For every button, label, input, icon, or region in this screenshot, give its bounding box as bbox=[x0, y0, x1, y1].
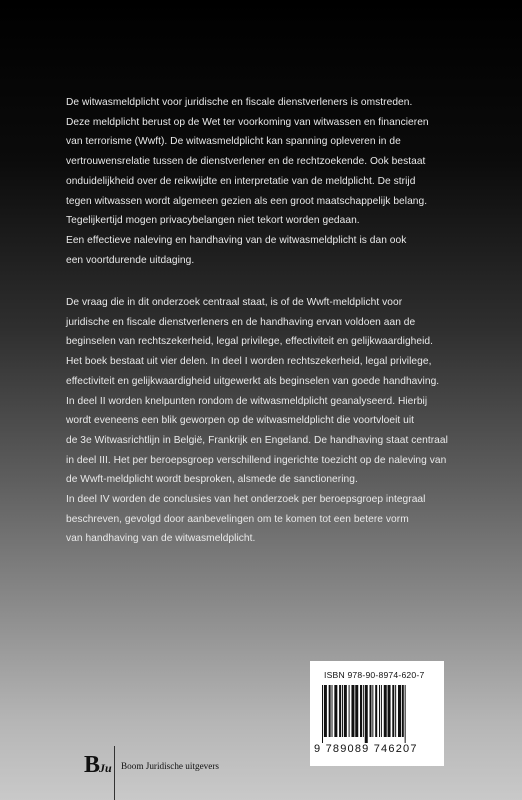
blurb-line: wordt eveneens een blik geworpen op de witwasmeldplicht die voortvloeit uit bbox=[66, 415, 415, 427]
barcode-bar bbox=[334, 685, 337, 737]
blurb-line: vertrouwensrelatie tussen de dienstverlener en de rechtzoekende. Ook bestaat bbox=[66, 156, 426, 168]
blurb-paragraph-2 bbox=[66, 293, 476, 549]
blurb-line: tegen witwassen wordt algemeen gezien als een groot maatschappelijk belang. bbox=[66, 195, 428, 207]
publisher-name: Boom Juridische uitgevers bbox=[121, 761, 219, 771]
barcode-bar bbox=[405, 685, 406, 743]
barcode-bar bbox=[388, 685, 391, 737]
barcode-bar bbox=[395, 685, 396, 737]
blurb-paragraph-1 bbox=[66, 93, 476, 270]
blurb-line: De vraag die in dit onderzoek centraal staat, is of de Wwft-meldplicht voor bbox=[66, 297, 403, 308]
barcode-bar bbox=[355, 685, 358, 737]
blurb-line: De witwasmeldplicht voor juridische en fiscale dienstverleners is omstreden. bbox=[66, 97, 413, 108]
blurb-line: de Wwft-meldplicht wordt besproken, alsmede de sanctionering. bbox=[66, 474, 358, 486]
barcode-bar bbox=[365, 685, 368, 743]
barcode-bar bbox=[392, 685, 394, 737]
barcode-bar bbox=[324, 685, 327, 737]
blurb-line: In deel II worden knelpunten rondom de witwasmeldplicht geanalyseerd. Hierbij bbox=[66, 395, 428, 407]
blurb-line: een voortdurende uitdaging. bbox=[66, 254, 195, 266]
blurb-line: Een effectieve naleving en handhaving van de witwasmeldplicht is dan ook bbox=[66, 234, 407, 246]
blurb-line: juridische en fiscale dienstverleners en de handhaving ervan voldoen aan de bbox=[66, 316, 416, 328]
blurb-line: onduidelijkheid over de reikwijdte en interpretatie van de meldplicht. De strijd bbox=[66, 175, 416, 187]
barcode-bar bbox=[322, 685, 323, 743]
blurb-line: effectiviteit en gelijkwaardigheid uitgewerkt als beginselen van goede handhaving. bbox=[66, 375, 440, 387]
barcode-bar bbox=[402, 685, 404, 737]
blurb-line: van handhaving van de witwasmeldplicht. bbox=[66, 533, 256, 545]
blurb-line: Deze meldplicht berust op de Wet ter voorkoming van witwassen en financieren bbox=[66, 116, 429, 128]
barcode-bar bbox=[375, 685, 377, 737]
barcode-bar bbox=[360, 685, 362, 737]
isbn-barcode bbox=[310, 661, 444, 766]
publisher-logo bbox=[84, 752, 114, 780]
barcode-bar bbox=[370, 685, 372, 737]
barcode-bar bbox=[329, 685, 331, 737]
blurb-line: in deel III. Het per beroepsgroep verschillend ingerichte toezicht op de naleving van bbox=[66, 454, 447, 466]
blurb-line: beginselen van rechtszekerheid, legal privilege, effectiviteit en gelijkwaardigheid. bbox=[66, 336, 434, 348]
barcode-bar bbox=[379, 685, 380, 737]
barcode-bar bbox=[398, 685, 401, 737]
blurb-line: Het boek bestaat uit vier delen. In deel I worden rechtszekerheid, legal privilege, bbox=[66, 356, 432, 368]
barcode-bars bbox=[320, 685, 436, 743]
barcode-bar bbox=[384, 685, 387, 737]
blurb-line: beschreven, gevolgd door aanbevelingen om te komen tot een betere vorm bbox=[66, 513, 409, 525]
logo-divider bbox=[114, 746, 115, 800]
barcode-bar bbox=[372, 685, 373, 737]
blurb-line: Tegelijkertijd mogen privacybelangen niet tekort worden gedaan. bbox=[66, 215, 360, 227]
barcode-bar bbox=[344, 685, 347, 737]
isbn-label: ISBN 978-90-8974-620-7 bbox=[324, 670, 425, 680]
barcode-bar bbox=[342, 685, 343, 737]
barcode-bar bbox=[363, 685, 364, 737]
blurb-line: van terrorisme (Wwft). De witwasmeldplicht kan spanning opleveren in de bbox=[66, 136, 401, 148]
barcode-bar bbox=[381, 685, 382, 737]
blurb-line: In deel IV worden de conclusies van het onderzoek per beroepsgroep integraal bbox=[66, 494, 426, 506]
barcode-bar bbox=[339, 685, 341, 737]
barcode-digits: 9 789089 746207 bbox=[314, 743, 418, 755]
logo-letters-ju: Ju bbox=[99, 761, 112, 775]
blurb-line: de 3e Witwasrichtlijn in België, Frankrijk en Engeland. De handhaving staat centraal bbox=[66, 434, 448, 446]
barcode-bar bbox=[351, 685, 354, 737]
barcode-bar bbox=[349, 685, 350, 737]
barcode-bar bbox=[332, 685, 333, 737]
logo-letter-b: B bbox=[84, 752, 101, 778]
